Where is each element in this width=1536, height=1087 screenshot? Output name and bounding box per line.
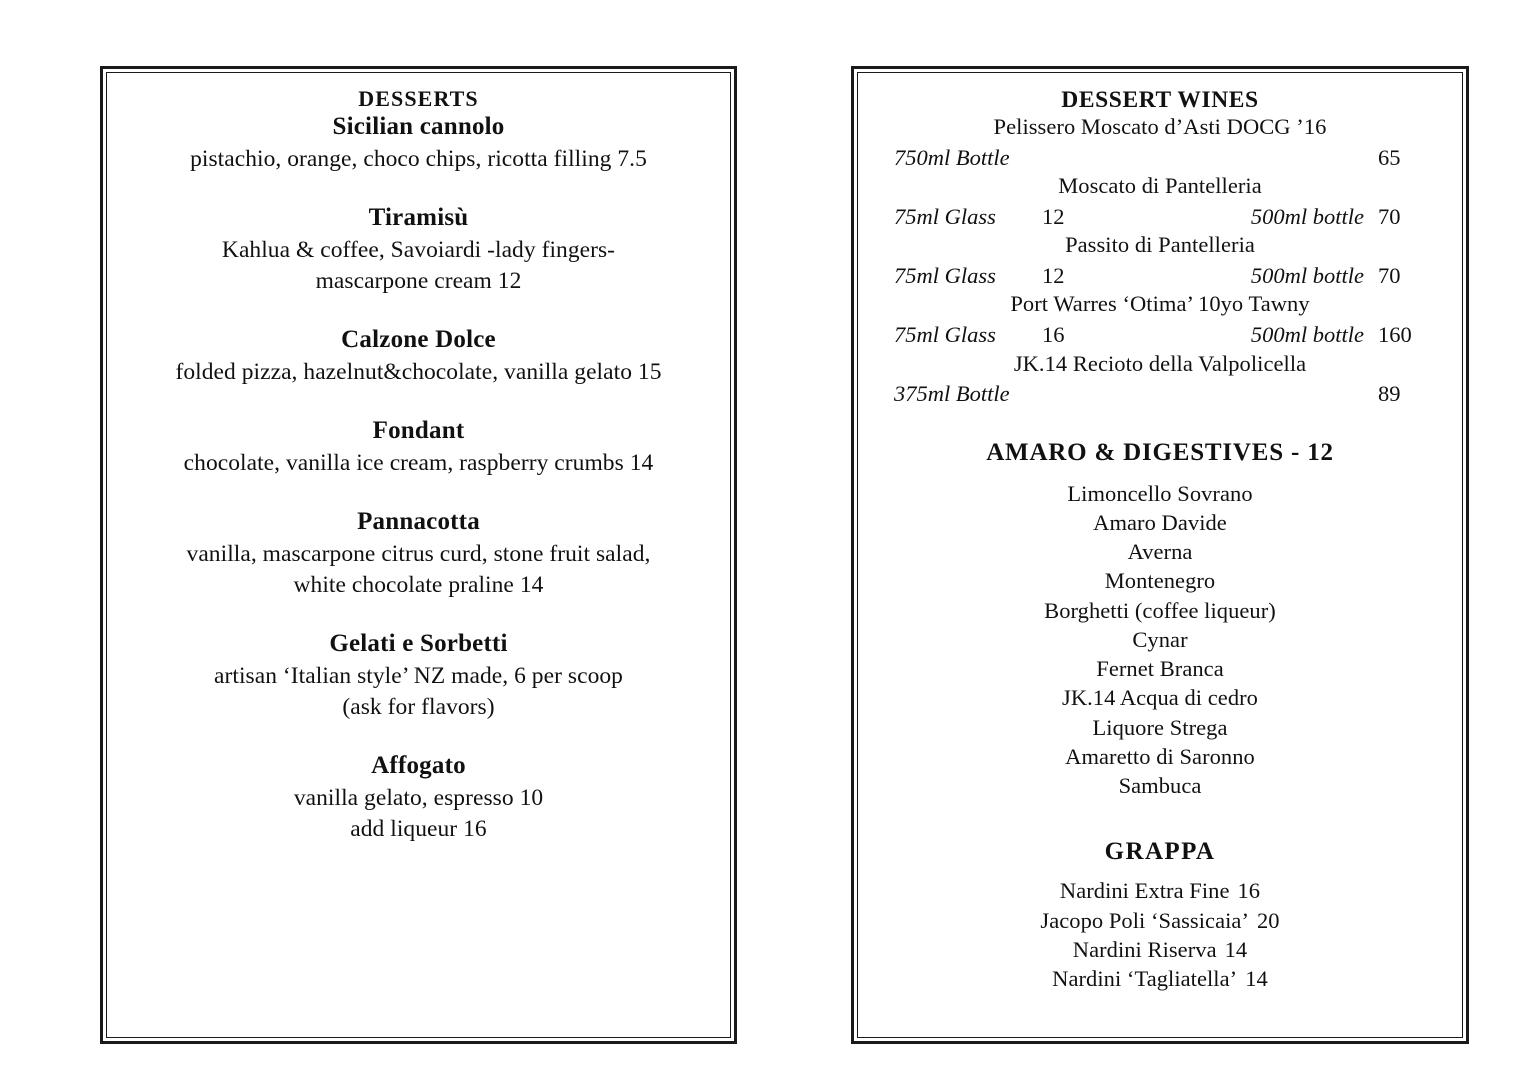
wine-price-row — [880, 202, 1440, 231]
grappa-items — [880, 876, 1440, 993]
wine-size-primary: 75ml Glass — [894, 204, 996, 230]
dessert-name: Pannacotta — [357, 507, 480, 535]
wine-entry — [880, 113, 1440, 172]
dessert-description: artisan ‘Italian style’ NZ made, 6 per scoop (ask for flavors) — [214, 662, 623, 720]
drinks-panel-inner — [857, 72, 1463, 1038]
amaro-heading — [880, 439, 1440, 467]
wine-name: Pelissero Moscato d’Asti DOCG ’16 — [993, 114, 1327, 140]
dessert-item — [129, 507, 708, 601]
wine-price-row — [880, 379, 1440, 408]
wine-size-primary: 75ml Glass — [894, 263, 996, 289]
wine-price-secondary: 160 — [1378, 322, 1412, 348]
wine-entry — [880, 350, 1440, 409]
grappa-item — [880, 964, 1440, 993]
wine-size-secondary: 500ml bottle — [1250, 322, 1364, 348]
dessert-name: Gelati e Sorbetti — [329, 629, 508, 657]
wine-price-secondary: 70 — [1378, 204, 1401, 230]
dessert-item — [129, 203, 708, 297]
amaro-item: Amaretto di Saronno — [1065, 743, 1255, 769]
desserts-heading: DESSERTS — [358, 86, 479, 111]
dessert-description: vanilla gelato, espresso 10 add liqueur 16 — [293, 784, 544, 842]
wine-price-row — [880, 143, 1440, 172]
amaro-heading-price: 12 — [1307, 438, 1334, 466]
wine-size-secondary: 500ml bottle — [1250, 204, 1364, 230]
amaro-item: Liquore Strega — [1092, 714, 1228, 740]
amaro-item: Limoncello Sovrano — [1067, 480, 1253, 506]
dessert-description: folded pizza, hazelnut&chocolate, vanilla gelato 15 — [175, 358, 662, 385]
amaro-item: Fernet Branca — [1096, 656, 1224, 682]
drinks-panel — [851, 66, 1469, 1044]
wine-size-primary: 375ml Bottle — [894, 381, 1010, 407]
wine-name: JK.14 Recioto della Valpolicella — [1013, 350, 1307, 376]
dessert-name: Calzone Dolce — [341, 325, 496, 353]
wine-price-primary: 12 — [1042, 204, 1065, 230]
wine-name: Port Warres ‘Otima’ 10yo Tawny — [1010, 291, 1310, 317]
grappa-name: Nardini ‘Tagliatella’ — [1052, 966, 1238, 992]
grappa-name: Nardini Riserva — [1072, 936, 1217, 962]
dessert-item — [129, 325, 708, 388]
dessert-item — [129, 87, 708, 175]
amaro-item: JK.14 Acqua di cedro — [1062, 685, 1258, 711]
desserts-panel-inner — [106, 72, 731, 1038]
amaro-item: Borghetti (coffee liqueur) — [1044, 597, 1276, 623]
grappa-price: 14 — [1224, 936, 1248, 962]
amaro-item: Montenegro — [1104, 568, 1216, 594]
grappa-item — [880, 876, 1440, 905]
dessert-description: chocolate, vanilla ice cream, raspberry crumbs 14 — [183, 449, 654, 476]
wine-price-secondary: 70 — [1378, 263, 1401, 289]
desserts-content — [129, 87, 708, 845]
wine-entry — [880, 172, 1440, 231]
grappa-item — [880, 906, 1440, 935]
wine-price-row — [880, 261, 1440, 290]
wine-price-secondary: 89 — [1378, 381, 1401, 407]
wine-entry — [880, 231, 1440, 290]
grappa-price: 14 — [1245, 966, 1268, 992]
amaro-item: Sambuca — [1118, 773, 1202, 799]
dessert-description: pistachio, orange, choco chips, ricotta filling 7.5 — [190, 145, 647, 172]
wine-entry — [880, 290, 1440, 349]
dessert-name: Sicilian cannolo — [332, 112, 505, 140]
wine-size-secondary: 500ml bottle — [1250, 263, 1364, 289]
amaro-heading-separator: - — [1283, 438, 1308, 466]
grappa-name: Jacopo Poli ‘Sassicaia’ — [1040, 907, 1249, 933]
wine-size-primary: 75ml Glass — [894, 322, 996, 348]
amaro-item: Cynar — [1132, 626, 1188, 652]
grappa-price: 16 — [1237, 878, 1261, 904]
dessert-name: Tiramisù — [368, 203, 469, 231]
grappa-name: Nardini Extra Fine — [1059, 878, 1230, 904]
desserts-panel — [100, 66, 737, 1044]
amaro-heading-text: AMARO & DIGESTIVES — [986, 438, 1284, 466]
wine-price-primary: 16 — [1042, 322, 1065, 348]
wine-price-secondary: 65 — [1378, 145, 1401, 171]
wine-price-row — [880, 320, 1440, 349]
grappa-item — [880, 935, 1440, 964]
dessert-item — [129, 751, 708, 845]
grappa-price: 20 — [1257, 907, 1280, 933]
wine-price-primary: 12 — [1042, 263, 1065, 289]
wine-size-primary: 750ml Bottle — [894, 145, 1010, 171]
dessert-name: Affogato — [371, 751, 466, 779]
dessert-name: Fondant — [372, 416, 465, 444]
grappa-heading: GRAPPA — [1104, 838, 1216, 866]
dessert-description: Kahlua & coffee, Savoiardi -lady fingers- mascarpone cream 12 — [221, 236, 616, 294]
dessert-description: vanilla, mascarpone citrus curd, stone fruit salad, white chocolate praline 14 — [186, 540, 651, 598]
amaro-items — [880, 479, 1440, 801]
amaro-item: Averna — [1127, 539, 1193, 565]
amaro-item: Amaro Davide — [1093, 509, 1227, 535]
dessert-wines-list — [880, 113, 1440, 408]
dessert-wines-heading: DESSERT WINES — [1061, 87, 1259, 113]
wine-name: Moscato di Pantelleria — [1058, 173, 1262, 199]
wine-name: Passito di Pantelleria — [1065, 232, 1255, 258]
dessert-item — [129, 416, 708, 479]
dessert-item — [129, 629, 708, 723]
